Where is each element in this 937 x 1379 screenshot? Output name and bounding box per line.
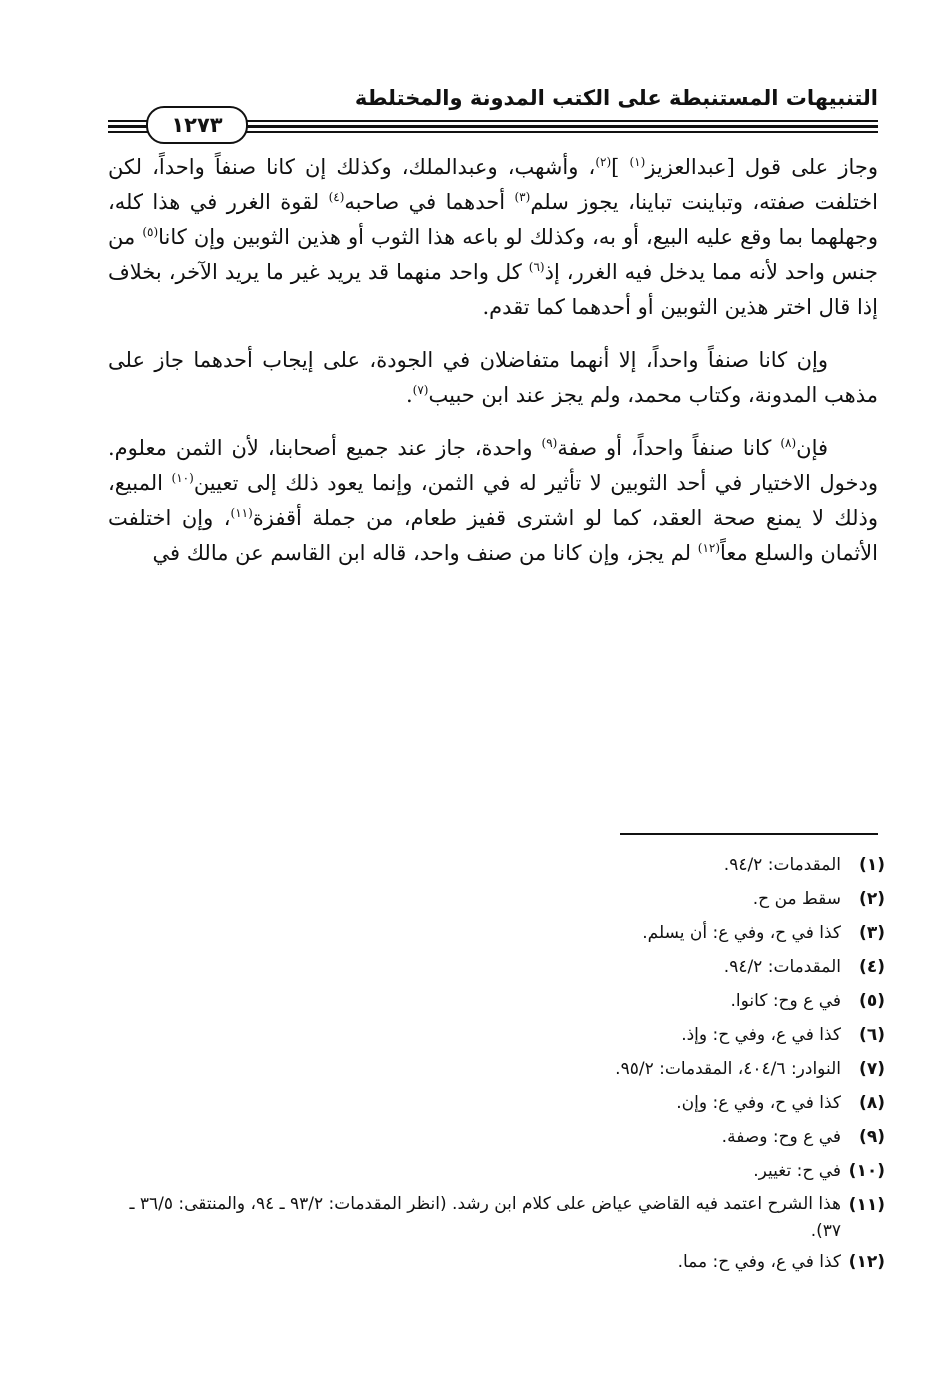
paragraph-3	[108, 431, 878, 571]
footnote-ref: (٤)	[328, 190, 345, 204]
footnote	[103, 1120, 885, 1154]
footnote-ref: (٦)	[528, 260, 545, 274]
footnote-text: كذا في ع، وفي ح: مما.	[677, 1252, 841, 1272]
footnote-text: في ح: تغيير.	[753, 1161, 841, 1181]
text-run: لقوة الغرر في هذا كله، وجهلهما بما وقع عليه البيع، أو به، وكذلك لو باعه هذا الثوب أو هذين الثوبين وإن كانا	[108, 190, 878, 249]
footnote	[103, 1154, 885, 1188]
footnote-text: كذا في ح، وفي ع: وإن.	[676, 1093, 841, 1113]
footnote-number: (٨)	[859, 1093, 885, 1113]
footnote-ref: (١١)	[230, 506, 253, 520]
footnote-number: (٣)	[859, 923, 885, 943]
text-run: وجاز على قول [عبدالعزيز	[645, 155, 878, 179]
footnote-ref: (٣)	[514, 190, 531, 204]
footnote-number: (٥)	[859, 991, 885, 1011]
text-run: ]	[611, 155, 630, 179]
footnote-number: (٤)	[859, 957, 885, 977]
footnote	[103, 950, 885, 984]
footnote	[103, 1086, 885, 1120]
text-run: أحدهما في صاحبه	[344, 190, 515, 214]
footnote-number: (٦)	[859, 1025, 885, 1045]
footnote-ref: (٥)	[142, 225, 159, 239]
footnote	[103, 1245, 885, 1279]
text-run: واحدة، جاز عند جميع أصحابنا، لأن الثمن معلوم. ودخول الاختيار في أحد الثوبين لا تأثير له في الثمن، وإنما يعود ذلك إلى تعيين	[108, 436, 878, 495]
text-run: المبيع، وذلك لا يمنع صحة العقد، كما لو اشترى قفيز طعام، من جملة أقفزة	[108, 471, 878, 530]
footnote-text: المقدمات: ٩٤/٢.	[723, 957, 841, 977]
text-run: ، وإن اختلفت الأثمان والسلع معاً	[108, 506, 878, 565]
footnote-ref: (٩)	[541, 436, 558, 450]
paragraph-2	[108, 343, 878, 413]
footnote-ref: (١)	[629, 155, 646, 169]
footnote-ref: (٧)	[412, 383, 429, 397]
paragraph-1	[108, 150, 878, 325]
text-run: كانا صنفاً واحداً، أو صفة	[557, 436, 781, 460]
footnote	[103, 984, 885, 1018]
footnote-ref: (٢)	[595, 155, 612, 169]
footnote	[103, 916, 885, 950]
text-run: من جنس واحد لأنه مما يدخل فيه الغرر، إذ	[108, 225, 879, 284]
page-header	[108, 82, 878, 138]
text-run: فإن	[796, 436, 828, 460]
footnote-number: (١٠)	[848, 1161, 885, 1181]
footnote	[103, 882, 885, 916]
footnote-text: النوادر: ٤٠٤/٦، المقدمات: ٩٥/٢.	[615, 1059, 841, 1079]
footnotes	[103, 848, 885, 1279]
footnote-text: كذا في ح، وفي ع: أن يسلم.	[642, 923, 841, 943]
text-run: ، وأشهب، وعبدالملك، وكذلك إن كانا صنفاً واحداً، لكن اختلفت صفته، وتباينت تباينا، يجوز سلم	[108, 155, 878, 214]
footnote-number: (٩)	[859, 1127, 885, 1147]
page-number: ١٢٧٣	[146, 106, 248, 144]
footnote-number: (٢)	[859, 889, 885, 909]
footnote-ref: (١٢)	[697, 541, 721, 555]
footnote-text: سقط من ح.	[752, 889, 841, 909]
footnote-ref: (٨)	[780, 436, 797, 450]
footnote-number: (١١)	[848, 1195, 885, 1215]
footnote-ref: (١٠)	[171, 471, 194, 485]
footnote-number: (٧)	[859, 1059, 885, 1079]
footnote-number: (١)	[859, 855, 885, 875]
footnote	[103, 1018, 885, 1052]
footnote-text: في ع وح: كانوا.	[730, 991, 841, 1011]
text-run: وإن كانا صنفاً واحداً، إلا أنهما متفاضلان في الجودة، على إيجاب أحدهما جاز على مذهب المدونة، وكتاب محمد، ولم يجز عند ابن حبيب	[108, 348, 878, 407]
footnote	[103, 848, 885, 882]
footnote-text: في ع وح: وصفة.	[721, 1127, 841, 1147]
running-title: التنبيهات المستنبطة على الكتب المدونة والمختلطة	[354, 86, 878, 110]
footnote-text: كذا في ع، وفي ح: وإذ.	[681, 1025, 841, 1045]
footnote-separator	[620, 833, 878, 835]
footnote-number: (١٢)	[848, 1252, 885, 1272]
footnote	[103, 1052, 885, 1086]
text-run: كل واحد منهما قد يريد غير ما يريد الآخر، بخلاف إذا قال اختر هذين الثوبين أو أحدهما كما تقدم.	[108, 260, 878, 319]
footnote-text: هذا الشرح اعتمد فيه القاضي عياض على كلام ابن رشد. (انظر المقدمات: ٩٣/٢ ـ ٩٤، والمنتقى: ٣٦/٥ ـ ٣٧).	[129, 1194, 841, 1241]
text-run: .	[405, 383, 413, 407]
text-run: لم يجز، وإن كانا من صنف واحد، قاله ابن القاسم عن مالك في	[152, 541, 698, 565]
footnote-text: المقدمات: ٩٤/٢.	[723, 855, 841, 875]
main-text	[108, 150, 878, 571]
footnote	[103, 1188, 885, 1245]
